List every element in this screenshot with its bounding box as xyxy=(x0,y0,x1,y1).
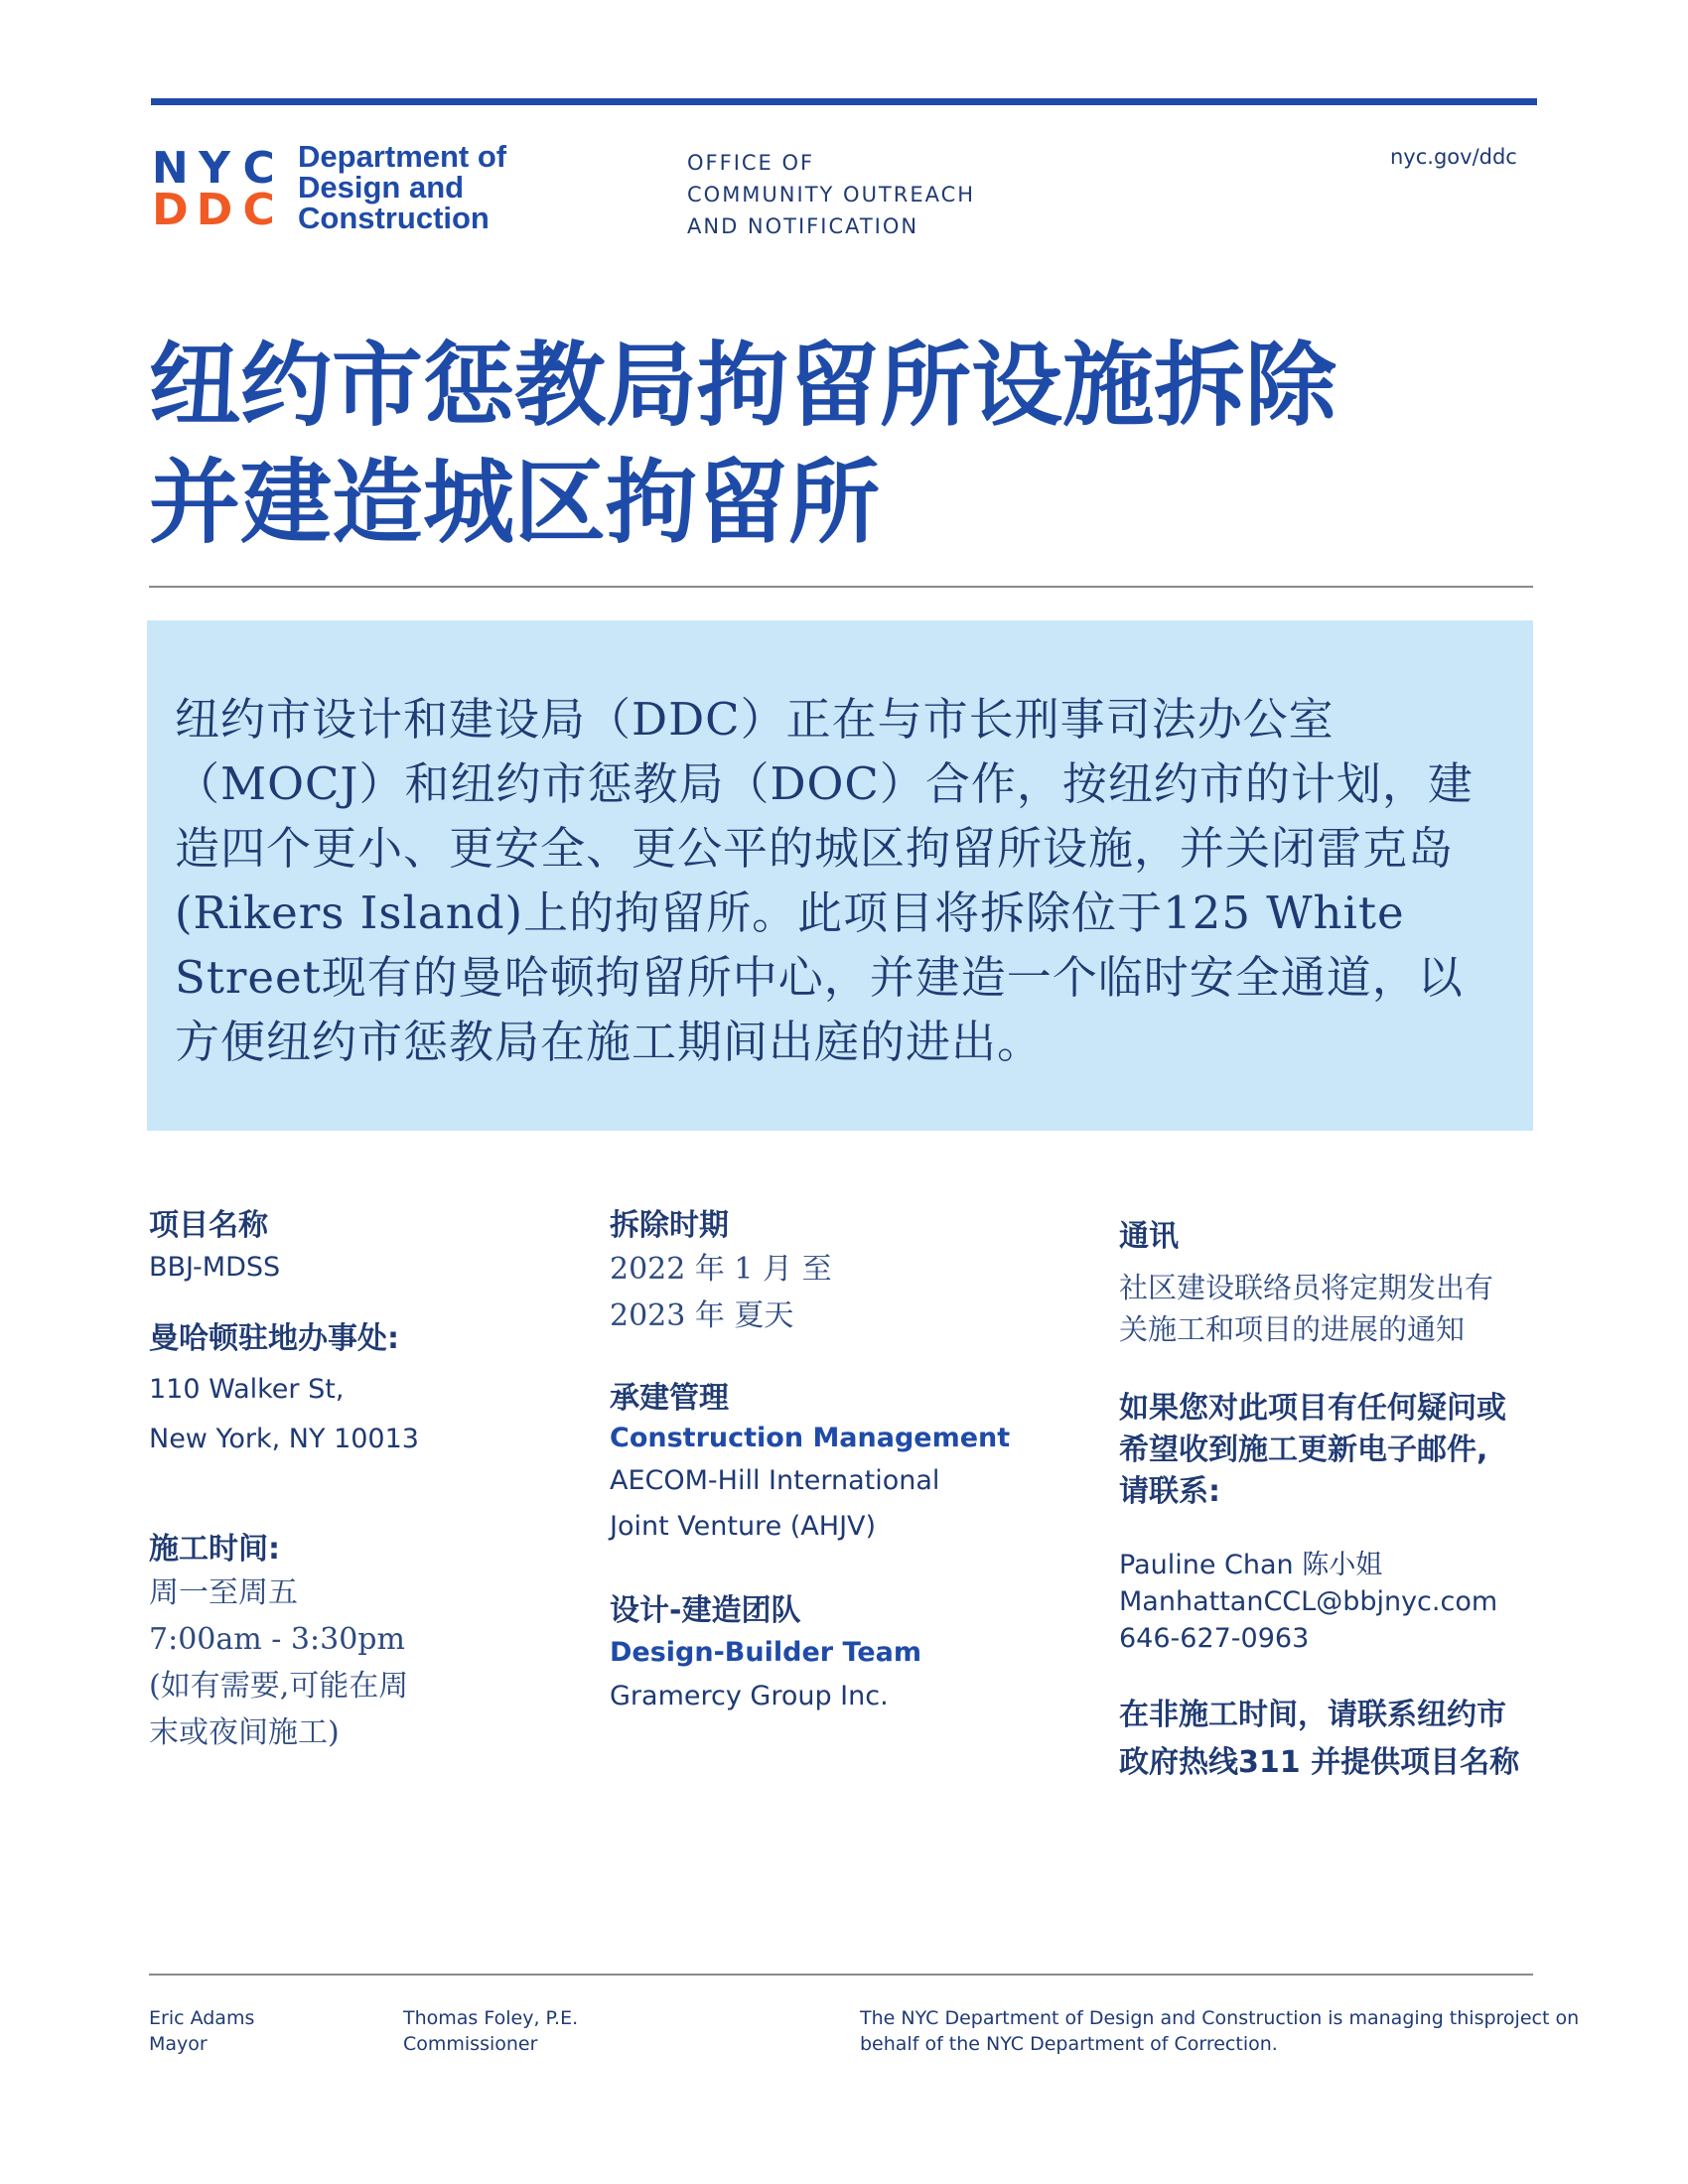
intro-box xyxy=(147,620,1533,1131)
mayor-name: Eric Adams xyxy=(149,2007,255,2029)
nyc-ddc-logo xyxy=(149,143,278,235)
cm-english-label: Construction Management xyxy=(610,1423,1011,1453)
mayor-title: Mayor xyxy=(149,2033,208,2055)
commissioner-credit xyxy=(403,2005,578,2057)
questions-text: 如果您对此项目有任何疑问或 xyxy=(1119,1391,1506,1426)
demolition-start: 2022 年 1 月 至 xyxy=(610,1252,832,1287)
contact-email[interactable]: ManhattanCCL@bbjnyc.com xyxy=(1119,1586,1498,1617)
cm-company: AECOM-Hill International xyxy=(610,1465,940,1496)
work-time: 7:00am - 3:30pm xyxy=(149,1622,405,1657)
page-title xyxy=(149,328,1336,562)
commissioner-title: Commissioner xyxy=(403,2033,538,2055)
logo-letter: N xyxy=(151,143,187,194)
office-name: OFFICE OF COMMUNITY OUTREACH AND NOTIFICATION xyxy=(687,151,976,238)
field-office-city: New York, NY 10013 xyxy=(149,1424,419,1454)
project-name-label: 项目名称 xyxy=(149,1208,268,1243)
logo-letter: D xyxy=(196,185,231,235)
field-office-address: 110 Walker St, xyxy=(149,1374,345,1405)
logo-letter: C xyxy=(242,143,273,194)
logo-letter: C xyxy=(242,185,273,235)
questions-text: 请联系: xyxy=(1119,1474,1220,1509)
work-days: 周一至周五 xyxy=(149,1575,298,1610)
logo-letter: Y xyxy=(199,143,228,194)
project-name-value: BBJ-MDSS xyxy=(149,1252,281,1283)
intro-text: 纽约市设计和建设局（DDC）正在与市长刑事司法办公室（MOCJ）和纽约市惩教局（DOC）合作，按纽约市的计划，建造四个更小、更安全、更公平的城区拘留所设施，并关闭雷克岛(Rikers Island)上的拘留所。此项目将拆除位于125 White Street现有的曼哈顿拘留所中心，并建造一个临时安全通道，以方便纽约市惩教局在施工期间出庭的进出。 xyxy=(175,693,1474,1068)
work-note: (如有需要,可能在周 xyxy=(149,1669,409,1704)
design-builder-label: 设计-建造团队 xyxy=(610,1593,801,1628)
communication-text: 社区建设联络员将定期发出有 xyxy=(1119,1271,1494,1304)
logo-letter: D xyxy=(152,185,187,235)
field-office-label: 曼哈顿驻地办事处: xyxy=(149,1321,399,1356)
mayor-credit xyxy=(149,2005,254,2057)
footer-note: The NYC Department of Design and Construction is managing thisproject on behalf of the NYC Department of Correction. xyxy=(860,2007,1580,2055)
communication-text: 关施工和项目的进展的通知 xyxy=(1119,1312,1466,1346)
questions-text: 希望收到施工更新电子邮件, xyxy=(1119,1433,1488,1467)
title-line: 并建造城区拘留所 xyxy=(149,450,881,556)
demolition-period-label: 拆除时期 xyxy=(610,1208,729,1243)
after-hours-text: 在非施工时间，请联系纽约市 xyxy=(1119,1698,1506,1732)
divider xyxy=(149,586,1533,588)
schedule-column xyxy=(610,1206,1027,1718)
website-link[interactable]: nyc.gov/ddc xyxy=(1390,145,1517,169)
title-line: 纽约市惩教局拘留所设施拆除 xyxy=(149,333,1337,439)
cm-label: 承建管理 xyxy=(610,1381,729,1416)
work-note: 末或夜间施工) xyxy=(149,1715,340,1750)
design-builder-company: Gramercy Group Inc. xyxy=(610,1681,889,1711)
contact-phone[interactable]: 646-627-0963 xyxy=(1119,1623,1310,1654)
project-info-column xyxy=(149,1206,546,1756)
department-name: Department of Design and Construction xyxy=(298,139,507,235)
cm-company: Joint Venture (AHJV) xyxy=(610,1511,877,1542)
footer-divider xyxy=(149,1974,1533,1976)
after-hours-text: 政府热线311 并提供项目名称 xyxy=(1119,1745,1520,1780)
contact-name: Pauline Chan 陈小姐 xyxy=(1119,1550,1383,1580)
design-builder-english-label: Design-Builder Team xyxy=(610,1637,921,1668)
contact-column xyxy=(1119,1217,1556,1787)
work-hours-label: 施工时间: xyxy=(149,1532,280,1567)
top-rule xyxy=(151,98,1537,105)
communication-label: 通讯 xyxy=(1119,1219,1179,1254)
demolition-end: 2023 年 夏天 xyxy=(610,1298,794,1333)
commissioner-name: Thomas Foley, P.E. xyxy=(403,2007,579,2029)
